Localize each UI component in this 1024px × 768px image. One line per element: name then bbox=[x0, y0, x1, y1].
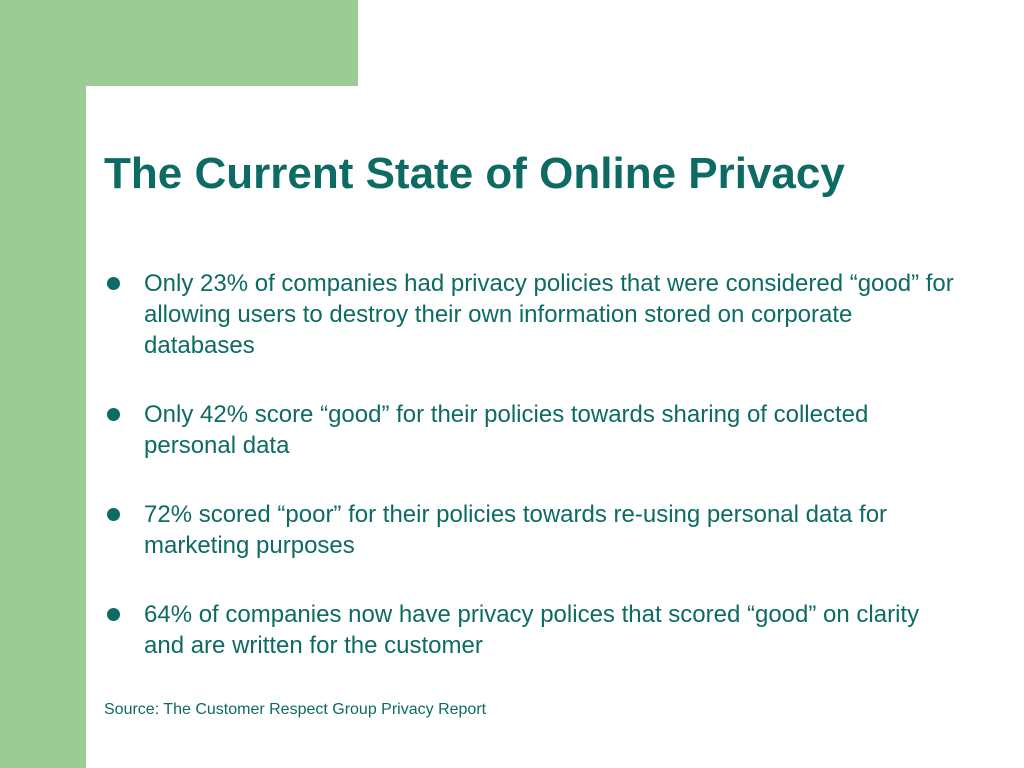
bullet-text: 72% scored “poor” for their policies towards re-using personal data for marketing purposes bbox=[144, 501, 888, 559]
bullet-dot-icon bbox=[107, 408, 120, 421]
bullet-dot-icon bbox=[107, 608, 120, 621]
bullet-item bbox=[104, 599, 954, 661]
bullet-text: Only 23% of companies had privacy policies that were considered “good” for allowing users to destroy their own information stored on corporate databases bbox=[144, 270, 954, 359]
green-top-band bbox=[0, 0, 358, 86]
bullet-dot-icon bbox=[107, 277, 120, 290]
slide-title: The Current State of Online Privacy bbox=[104, 149, 845, 198]
bullet-item bbox=[104, 268, 954, 361]
bullet-dot-icon bbox=[107, 508, 120, 521]
bullet-item bbox=[104, 499, 954, 561]
bullet-list bbox=[104, 268, 954, 699]
green-sidebar-band bbox=[0, 0, 86, 768]
source-citation: Source: The Customer Respect Group Privacy Report bbox=[104, 701, 487, 718]
bullet-text: 64% of companies now have privacy polices that scored “good” on clarity and are written for the customer bbox=[144, 601, 920, 659]
bullet-text: Only 42% score “good” for their policies towards sharing of collected personal data bbox=[144, 401, 869, 459]
bullet-item bbox=[104, 399, 954, 461]
